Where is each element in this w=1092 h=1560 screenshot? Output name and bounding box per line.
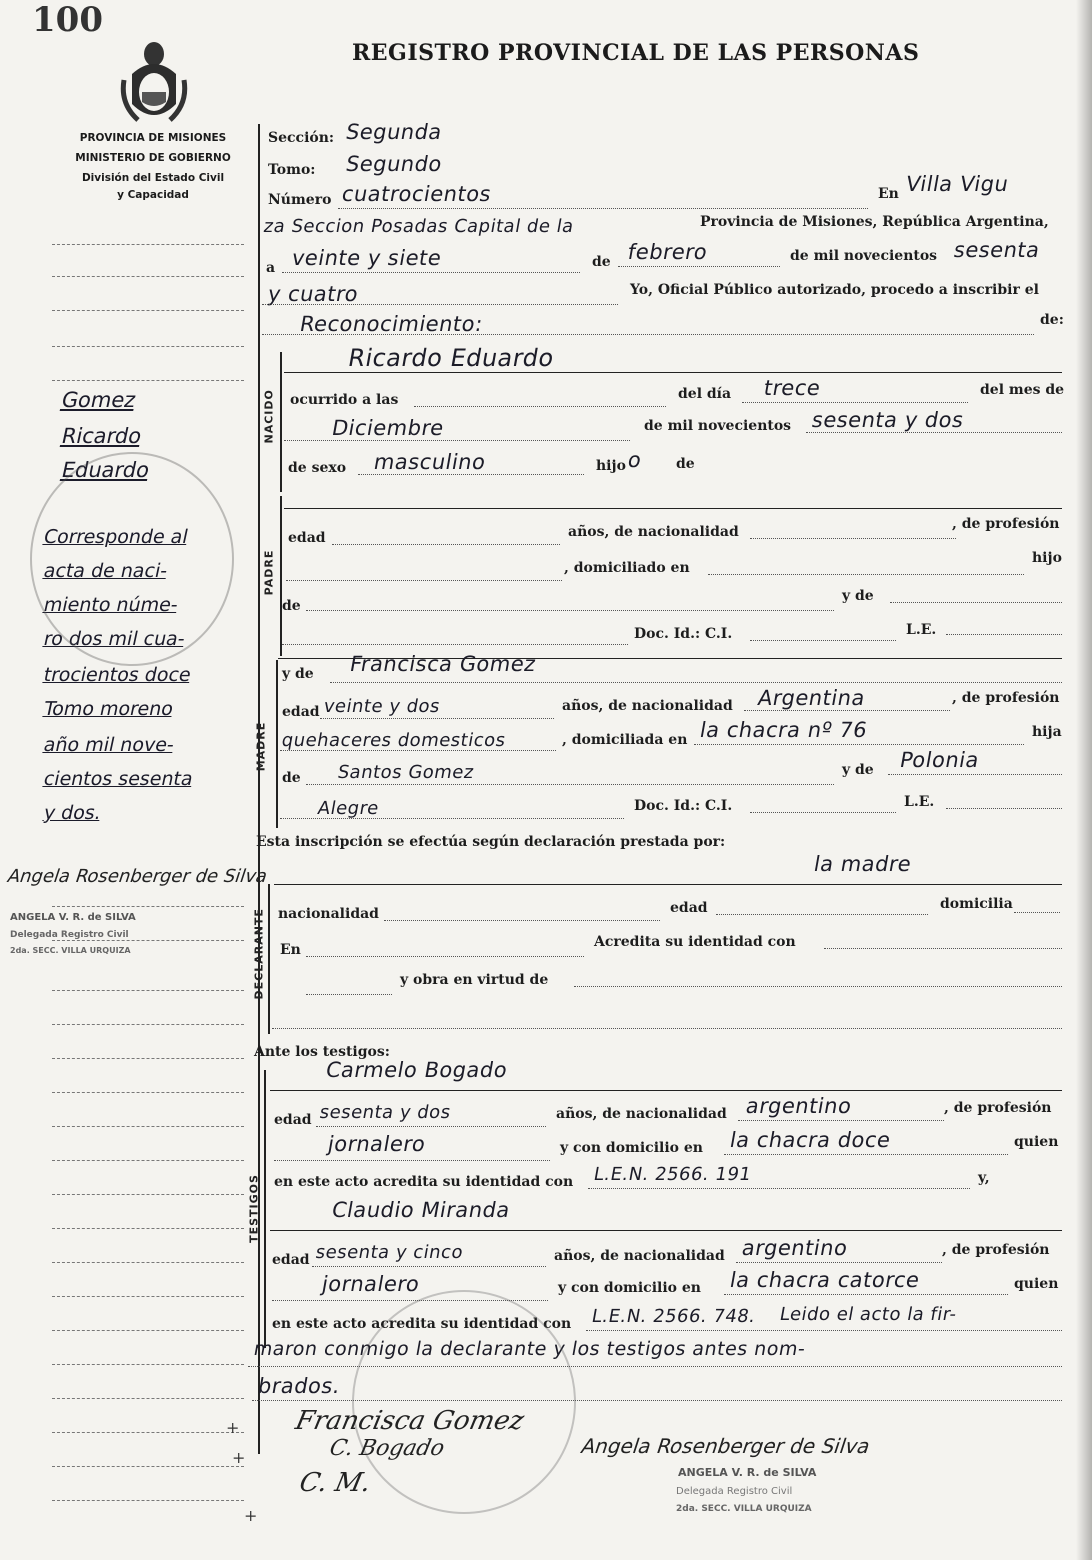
value-madre-nacionalidad: Argentina (756, 686, 868, 710)
bottom-seal (352, 1290, 576, 1514)
margin-note-line: miento núme- (41, 594, 181, 616)
value-cierre2: maron conmigo la declarante y los testigos antes nom- (252, 1338, 808, 1360)
value-nombre: Ricardo Eduardo (346, 344, 557, 372)
label-de: de (592, 254, 611, 270)
label-madre-profesion: , de profesión (952, 690, 1060, 706)
label-padre-le: L.E. (906, 622, 937, 638)
value-declarante: la madre (812, 852, 914, 876)
section-declarante: DECLARANTE (252, 908, 266, 1000)
value-abuela: Polonia (898, 748, 982, 772)
document-title: REGISTRO PROVINCIAL DE LAS PERSONAS (352, 40, 920, 66)
label-padre-domiciliado: , domiciliado en (564, 560, 690, 576)
section-testigos: TESTIGOS (247, 1174, 261, 1243)
label-sexo: de sexo (288, 460, 347, 476)
value-testigo2-profesion: jornalero (320, 1272, 422, 1296)
stray-mark: + (244, 1506, 258, 1525)
section-nacido: NACIDO (262, 389, 276, 444)
official-stamp-line: ANGELA V. R. de SILVA (678, 1466, 817, 1479)
label-testigo2-edad: edad (272, 1252, 310, 1268)
value-hijo-de: o (626, 448, 644, 472)
label-testigo1-domicilio: y con domicilio en (560, 1140, 703, 1156)
value-madre-nombre: Francisca Gomez (348, 652, 539, 676)
signature-witness2: C. M. (296, 1468, 374, 1498)
margin-note-line: y dos. (41, 802, 104, 824)
value-seccion: Segunda (344, 120, 445, 144)
label-del-dia: del día (678, 386, 732, 402)
label-ocurrido: ocurrido a las (290, 392, 399, 408)
value-sexo: masculino (372, 450, 488, 474)
label-padre-hijo: hijo (1032, 550, 1062, 566)
label-provincia: Provincia de Misiones, República Argentina, (700, 214, 1049, 230)
label-madre-anos: años, de nacionalidad (562, 698, 733, 714)
label-acredita: Acredita su identidad con (594, 934, 796, 950)
label-del-mes: del mes de (980, 382, 1065, 398)
label-tomo: Tomo: (268, 162, 316, 178)
value-numero: cuatrocientos (340, 182, 494, 206)
label-testigo2-domicilio: y con domicilio en (558, 1280, 701, 1296)
margin-note-line: cientos sesenta (41, 768, 196, 790)
section-padre: PADRE (262, 549, 276, 596)
margin-note-line: Gomez (59, 388, 139, 412)
label-madre-edad: edad (282, 704, 320, 720)
value-lugar-cont: za Seccion Posadas Capital de la (262, 216, 576, 237)
label-madre-de: de (282, 770, 301, 786)
label-declarante-domicilia: domicilia (940, 896, 1013, 912)
value-testigo2-nombre: Claudio Miranda (330, 1198, 513, 1222)
value-cierre1: Leido el acto la fir- (778, 1304, 959, 1325)
label-ante-testigos: Ante los testigos: (254, 1044, 390, 1060)
label-testigo2-en-este-acto: en este acto acredita su identidad con (272, 1316, 572, 1332)
label-esta-inscripcion: Esta inscripción se efectúa según declaración prestada por: (256, 834, 726, 850)
value-en-lugar: Villa Vigu (904, 172, 1011, 196)
label-de-mil: de mil novecientos (790, 248, 938, 264)
value-anio-nac: sesenta y dos (810, 408, 966, 432)
label-madre-domiciliada: , domiciliada en (562, 732, 688, 748)
value-testigo2-nacionalidad: argentino (740, 1236, 850, 1260)
label-testigo1-profesion: , de profesión (944, 1100, 1052, 1116)
margin-note-line: Ricardo (59, 424, 144, 448)
signature-mother: Francisca Gomez (292, 1406, 527, 1436)
value-madre-edad: veinte y dos (322, 696, 442, 717)
label-a: a (266, 260, 276, 276)
value-anio: sesenta (952, 238, 1042, 262)
margin-rule (258, 124, 260, 1454)
label-madre-hija: hija (1032, 724, 1062, 740)
stray-mark: + (232, 1448, 246, 1467)
label-obra: y obra en virtud de (400, 972, 549, 988)
margin-note-line: trocientos doce (41, 664, 194, 686)
label-madre-y-de2: y de (842, 762, 874, 778)
signature-witness1: C. Bogado (327, 1436, 447, 1461)
page-edge (1076, 0, 1092, 1560)
label-madre-y-de: y de (282, 666, 314, 682)
margin-stamp-line: Delegada Registro Civil (10, 930, 129, 940)
value-abuelo: Santos Gomez (336, 762, 476, 783)
label-testigo1-quien: quien (1014, 1134, 1059, 1150)
label-testigo1-anos: años, de nacionalidad (556, 1106, 727, 1122)
org-division: División del Estado Civil (81, 172, 225, 184)
label-testigo1-en-este-acto: en este acto acredita su identidad con (274, 1174, 574, 1190)
value-testigo1-nacionalidad: argentino (744, 1094, 854, 1118)
label-padre-doc: Doc. Id.: C.I. (634, 626, 733, 642)
label-de2: de (676, 456, 695, 472)
value-madre-domicilio: la chacra nº 76 (698, 718, 870, 742)
value-acto: Reconocimiento: (298, 312, 485, 336)
value-madre-profesion: quehaceres domesticos (280, 730, 508, 751)
margin-note-line: Corresponde al (41, 526, 191, 548)
stray-mark: + (226, 1418, 240, 1437)
margin-note-line: Tomo moreno (41, 698, 176, 720)
margin-note-line: acta de naci- (41, 560, 170, 582)
value-testigo2-edad: sesenta y cinco (314, 1242, 465, 1263)
official-stamp-line: 2da. SECC. VILLA URQUIZA (676, 1504, 812, 1514)
coat-of-arms-icon (118, 34, 190, 126)
value-mes-nac: Diciembre (330, 416, 446, 440)
label-testigo2-anos: años, de nacionalidad (554, 1248, 725, 1264)
label-padre-anos: años, de nacionalidad (568, 524, 739, 540)
value-tomo: Segundo (344, 152, 445, 176)
margin-note-line: Eduardo (59, 458, 152, 482)
label-en: En (878, 186, 899, 202)
value-testigo2-doc: L.E.N. 2566. 748. (590, 1306, 758, 1327)
label-declarante-nacionalidad: nacionalidad (278, 906, 379, 922)
label-padre-edad: edad (288, 530, 326, 546)
label-padre-profesion: , de profesión (952, 516, 1060, 532)
org-ministry: MINISTERIO DE GOBIERNO (75, 152, 231, 164)
value-testigo2-domicilio: la chacra catorce (728, 1268, 922, 1292)
label-declarante-edad: edad (670, 900, 708, 916)
margin-note-line: ro dos mil cua- (41, 628, 188, 650)
value-testigo1-edad: sesenta y dos (318, 1102, 453, 1123)
signature-official: Angela Rosenberger de Silva (578, 1434, 874, 1458)
margin-stamp-line: ANGELA V. R. de SILVA (10, 912, 136, 923)
margin-seal (30, 452, 234, 666)
label-testigo2-profesion: , de profesión (942, 1242, 1050, 1258)
label-hijo: hijo (596, 458, 626, 474)
value-testigo1-nombre: Carmelo Bogado (324, 1058, 510, 1082)
value-testigo1-domicilio: la chacra doce (728, 1128, 893, 1152)
label-numero: Número (268, 192, 332, 208)
value-abuela-cont: Alegre (316, 798, 381, 819)
label-testigo2-quien: quien (1014, 1276, 1059, 1292)
value-dia: veinte y siete (290, 246, 444, 270)
value-anio-cont: y cuatro (266, 282, 361, 306)
value-testigo1-doc: L.E.N. 2566. 191 (592, 1164, 754, 1185)
label-declarante-en: En (280, 942, 301, 958)
official-stamp-line: Delegada Registro Civil (676, 1486, 793, 1497)
section-madre: MADRE (254, 721, 268, 772)
margin-signature: Angela Rosenberger de Silva (4, 866, 271, 887)
label-padre-y-de: y de (842, 588, 874, 604)
margin-note-line: año mil nove- (41, 734, 177, 756)
label-testigo1-y: y, (978, 1170, 990, 1186)
label-testigo1-edad: edad (274, 1112, 312, 1128)
value-testigo1-profesion: jornalero (326, 1132, 428, 1156)
org-capacidad: y Capacidad (117, 189, 189, 201)
value-dia-nac: trece (762, 376, 823, 400)
label-madre-le: L.E. (904, 794, 935, 810)
label-madre-doc: Doc. Id.: C.I. (634, 798, 733, 814)
folio-number: 100 (32, 0, 103, 40)
margin-stamp-line: 2da. SECC. VILLA URQUIZA (10, 946, 131, 955)
label-de-colon: de: (1040, 312, 1064, 328)
label-padre-de: de (282, 598, 301, 614)
org-province: PROVINCIA DE MISIONES (79, 132, 227, 144)
label-yo: Yo, Oficial Público autorizado, procedo a inscribir el (630, 282, 1039, 298)
label-seccion: Sección: (268, 130, 335, 146)
label-de-mil2: de mil novecientos (644, 418, 792, 434)
value-mes: febrero (626, 240, 710, 264)
value-cierre3: brados. (256, 1374, 343, 1398)
